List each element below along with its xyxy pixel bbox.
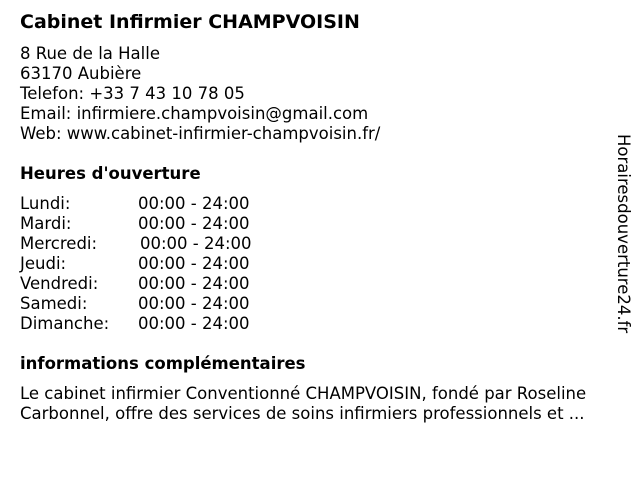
hours-row-saturday bbox=[20, 294, 280, 314]
hours-row-thursday bbox=[20, 254, 280, 274]
phone-number: Telefon: +33 7 43 10 78 05 bbox=[20, 84, 245, 103]
time-range: 00:00 - 24:00 bbox=[138, 254, 250, 273]
opening-hours-table bbox=[20, 194, 280, 334]
address-street: 8 Rue de la Halle bbox=[20, 44, 160, 63]
contact-block bbox=[20, 44, 380, 144]
watermark-text: Horairesdouverture24.fr bbox=[614, 134, 633, 334]
description-line: Le cabinet infirmier Conventionné CHAMPVOISIN, fondé par Roseline bbox=[20, 384, 587, 403]
website-address: Web: www.cabinet-infirmier-champvoisin.fr/ bbox=[20, 124, 381, 143]
site-watermark bbox=[612, 134, 634, 346]
additional-info-heading: informations complémentaires bbox=[20, 354, 306, 373]
hours-row-monday bbox=[20, 194, 280, 214]
hours-row-tuesday bbox=[20, 214, 280, 234]
time-range: 00:00 - 24:00 bbox=[140, 234, 252, 253]
additional-info-text bbox=[20, 384, 630, 424]
day-label: Dimanche: bbox=[20, 314, 110, 333]
hours-row-wednesday bbox=[20, 234, 280, 254]
day-label: Mardi: bbox=[20, 214, 72, 233]
time-range: 00:00 - 24:00 bbox=[138, 294, 250, 313]
hours-row-friday bbox=[20, 274, 280, 294]
time-range: 00:00 - 24:00 bbox=[138, 194, 250, 213]
day-label: Vendredi: bbox=[20, 274, 99, 293]
day-label: Lundi: bbox=[20, 194, 71, 213]
address-city: 63170 Aubière bbox=[20, 64, 142, 83]
page-title: Cabinet Infirmier CHAMPVOISIN bbox=[20, 11, 360, 33]
hours-row-sunday bbox=[20, 314, 280, 334]
day-label: Jeudi: bbox=[20, 254, 67, 273]
description-line: Carbonnel, offre des services de soins infirmiers professionnels et ... bbox=[20, 404, 585, 423]
email-address: Email: infirmiere.champvoisin@gmail.com bbox=[20, 104, 369, 123]
opening-hours-heading: Heures d'ouverture bbox=[20, 164, 201, 183]
day-label: Samedi: bbox=[20, 294, 88, 313]
day-label: Mercredi: bbox=[20, 234, 98, 253]
time-range: 00:00 - 24:00 bbox=[138, 274, 250, 293]
time-range: 00:00 - 24:00 bbox=[138, 314, 250, 333]
time-range: 00:00 - 24:00 bbox=[138, 214, 250, 233]
